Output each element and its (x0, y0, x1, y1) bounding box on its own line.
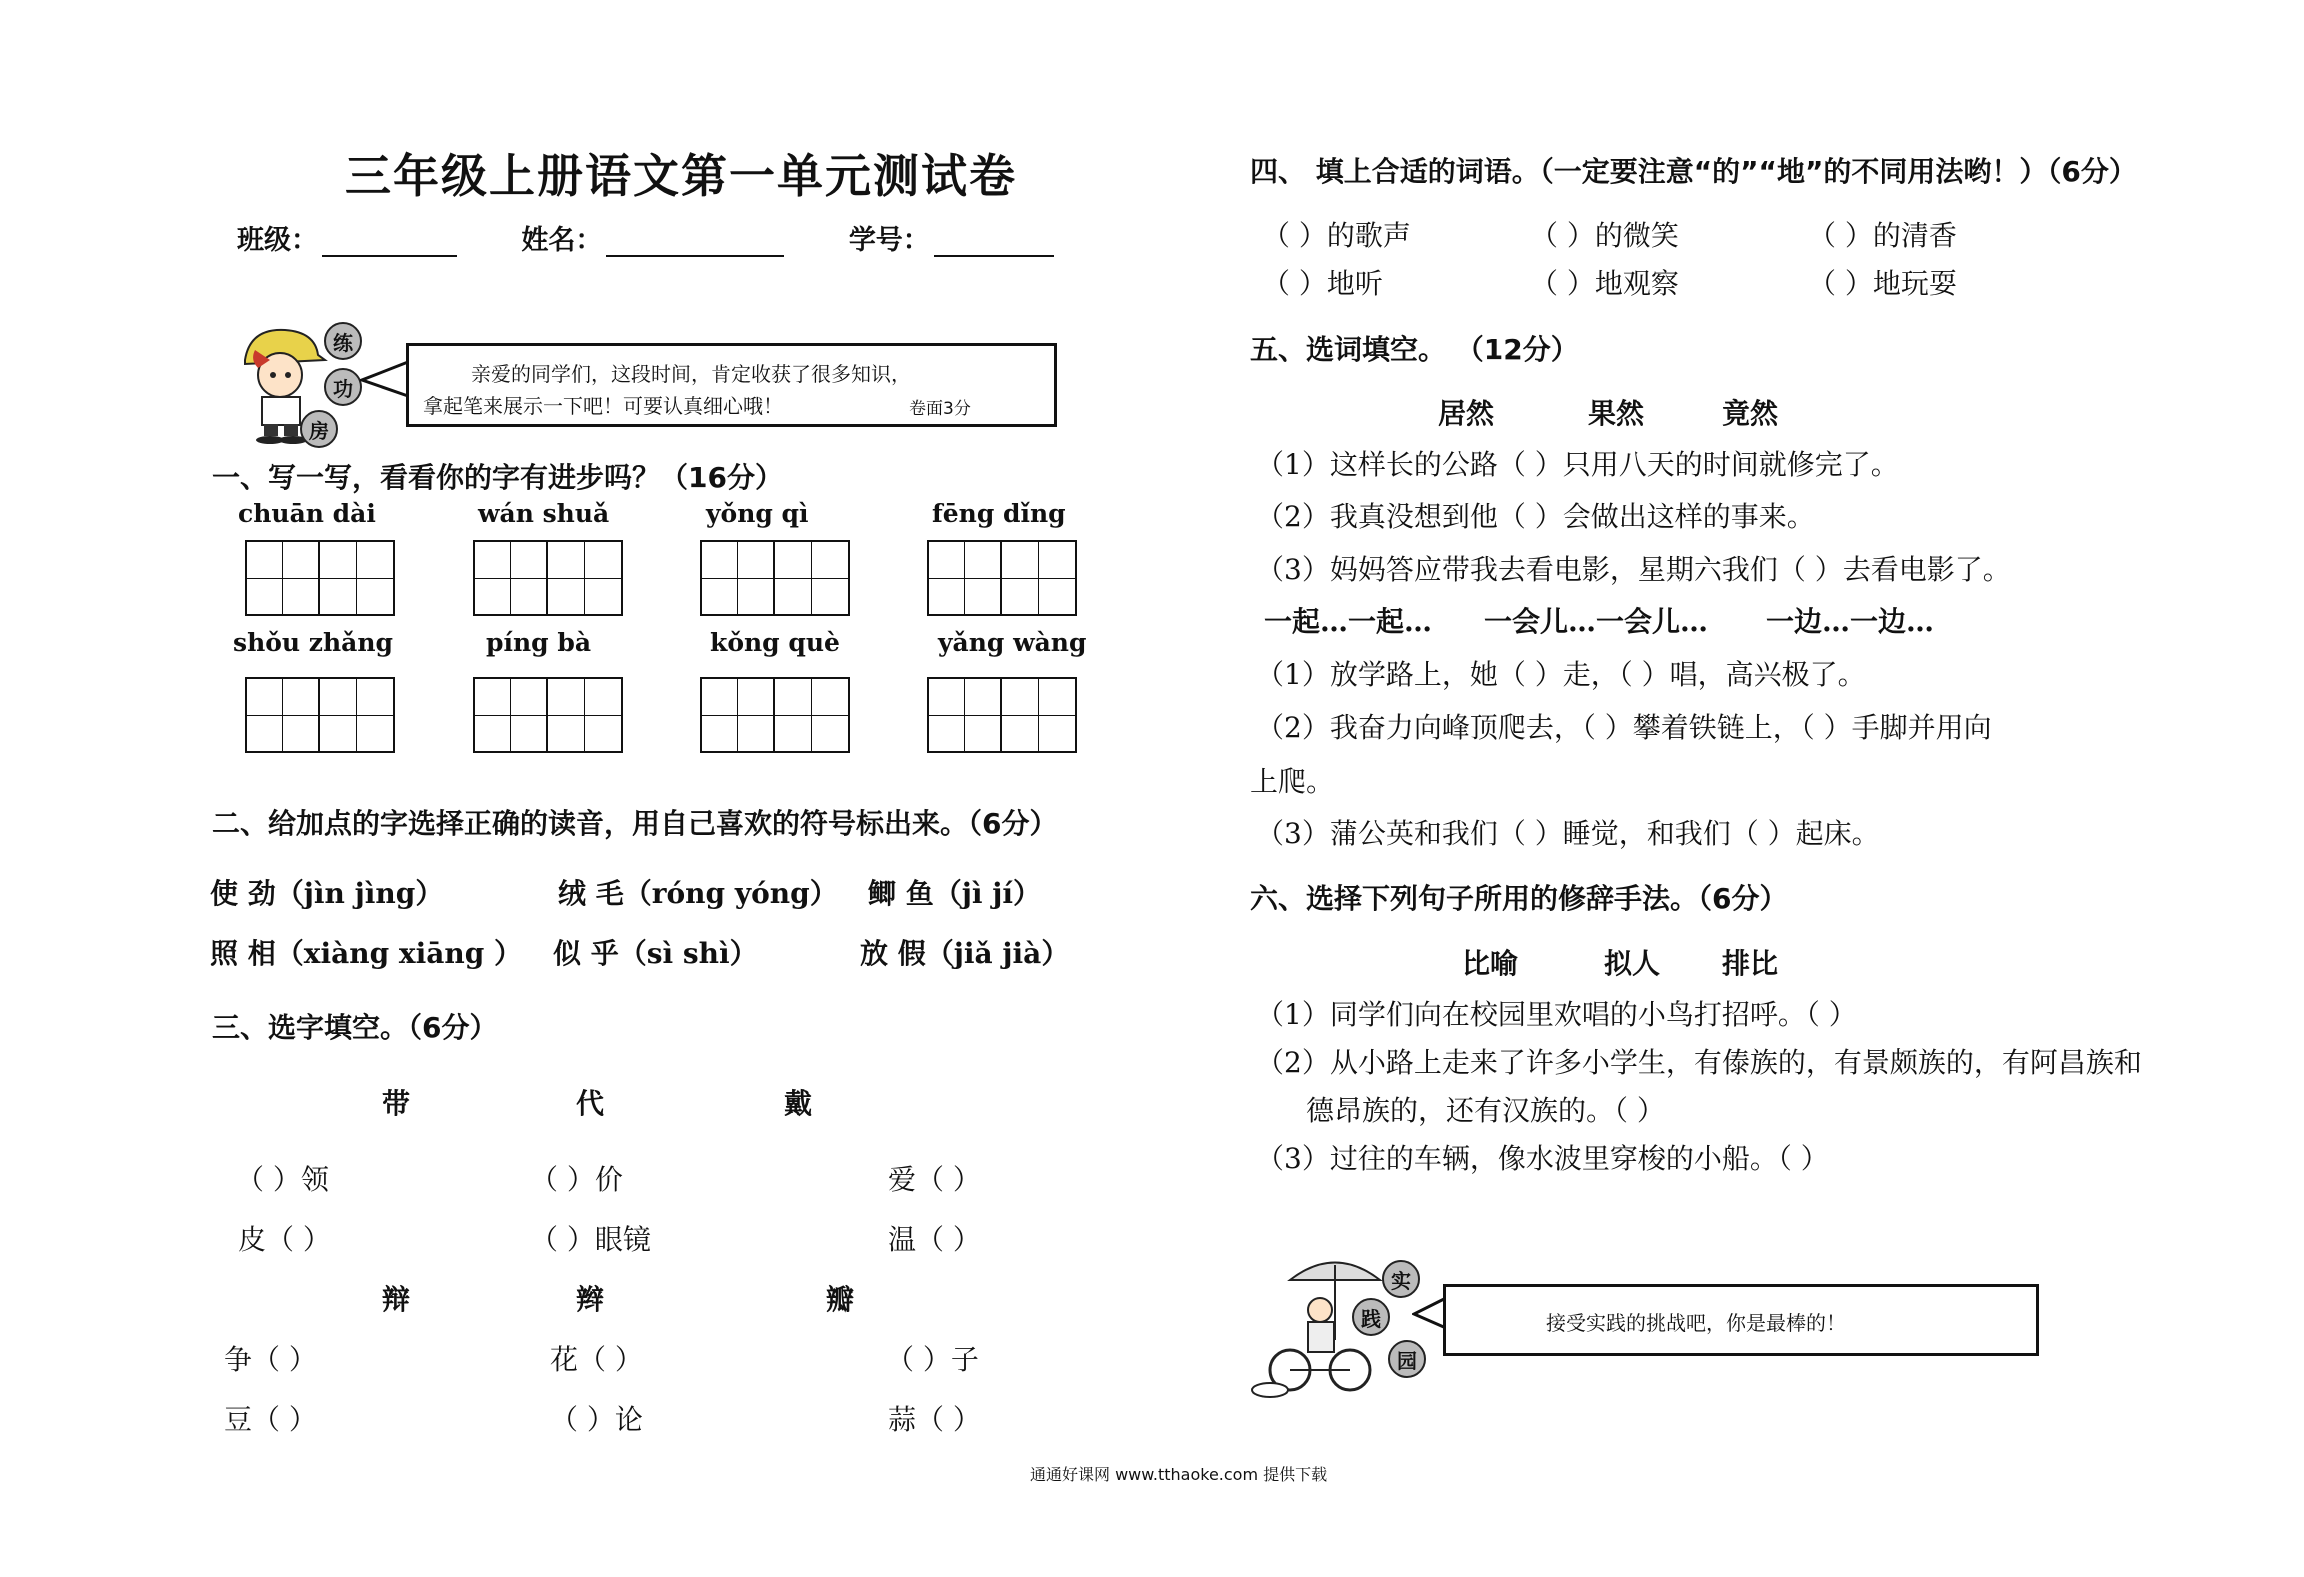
student-info-row (237, 218, 1054, 257)
class-label: 班级： (237, 225, 318, 256)
choice-char: 辫 (576, 1283, 605, 1316)
writing-grid[interactable] (473, 677, 623, 753)
question[interactable]: （1）同学们向在校园里欢唱的小鸟打招呼。（ ） (1256, 998, 1857, 1031)
intro-line-2: 拿起笔来展示一下吧！可要认真细心哦！ (423, 394, 783, 418)
intro-score: 卷面3分 (909, 399, 971, 419)
name-label: 姓名： (521, 225, 603, 256)
word-choice: 居然 (1438, 397, 1495, 430)
question-continued: 上爬。 (1250, 765, 1335, 798)
s1-heading: 一、写一写，看看你的字有进步吗？（16分） (212, 461, 783, 494)
pinyin-feng-ding: fēng dǐng (932, 499, 1066, 528)
fill-item[interactable]: （ ）的微笑 (1530, 219, 1679, 252)
pinyin-ping-ba: píng bà (486, 628, 592, 657)
badge-gong: 功 (324, 368, 362, 406)
choice-char: 代 (576, 1087, 605, 1120)
s2-heading: 二、给加点的字选择正确的读音，用自己喜欢的符号标出来。（6分） (212, 807, 1058, 840)
intro-bubble (406, 343, 1057, 427)
fill-item[interactable]: （ ）价 (530, 1163, 623, 1196)
badge-yuan: 园 (1388, 1340, 1426, 1378)
question[interactable]: （1）这样长的公路（ ）只用八天的时间就修完了。 (1256, 448, 1899, 481)
pinyin-kong-que: kǒng què (710, 628, 840, 657)
writing-grid[interactable] (927, 540, 1077, 616)
word-choice: 果然 (1588, 397, 1645, 430)
id-label: 学号： (848, 225, 930, 256)
fill-item[interactable]: （ ）论 (550, 1403, 643, 1436)
writing-grid[interactable] (700, 677, 850, 753)
rhetoric-choice: 排比 (1722, 947, 1779, 980)
question[interactable]: （2）我奋力向峰顶爬去，（ ）攀着铁链上，（ ）手脚并用向 (1256, 711, 1992, 744)
rhetoric-choice: 比喻 (1462, 947, 1519, 980)
fill-item[interactable]: 花（ ） (550, 1343, 643, 1376)
s2-item: 照 相（xiàng xiāng ） (210, 937, 523, 970)
fill-item[interactable]: （ ）地玩耍 (1808, 267, 1957, 300)
badge-fang: 房 (300, 410, 338, 448)
question: （2）从小路上走来了许多小学生，有傣族的，有景颇族的，有阿昌族和 (1256, 1046, 2142, 1079)
choice-char: 戴 (784, 1087, 813, 1120)
s2-item: 绒 毛（róng yóng） (558, 877, 838, 910)
question[interactable]: （3）蒲公英和我们（ ）睡觉，和我们（ ）起床。 (1256, 817, 1880, 850)
pinyin-yang-wang: yǎng wàng (938, 628, 1087, 657)
fill-item[interactable]: （ ）的歌声 (1262, 219, 1411, 252)
name-field[interactable] (606, 227, 784, 257)
fill-item[interactable]: 温（ ） (888, 1223, 981, 1256)
question-continued[interactable]: 德昂族的，还有汉族的。（ ） (1306, 1094, 1665, 1127)
s2-item: 放 假（jiǎ jià） (860, 937, 1070, 970)
outro-bubble (1443, 1284, 2039, 1356)
writing-grid[interactable] (473, 540, 623, 616)
badge-jian: 践 (1352, 1298, 1390, 1336)
badge-shi: 实 (1382, 1260, 1420, 1298)
s6-heading: 六、选择下列句子所用的修辞手法。（6分） (1250, 882, 1788, 915)
pinyin-chuan-dai: chuān dài (238, 499, 376, 528)
id-field[interactable] (934, 227, 1054, 257)
fill-item[interactable]: （ ）眼镜 (530, 1223, 651, 1256)
question[interactable]: （3）妈妈答应带我去看电影，星期六我们（ ）去看电影了。 (1256, 553, 2011, 586)
pinyin-yong-qi: yǒng qì (706, 499, 809, 528)
s5-heading: 五、选词填空。 （12分） (1250, 333, 1579, 366)
word-choice: 一会儿…一会儿… (1484, 605, 1709, 638)
pinyin-shou-zhang: shǒu zhǎng (233, 628, 394, 657)
fill-item[interactable]: （ ）的清香 (1808, 219, 1957, 252)
intro-line-1: 亲爱的同学们，这段时间，肯定收获了很多知识， (471, 362, 911, 386)
choice-char: 带 (382, 1087, 411, 1120)
s4-heading: 四、 填上合适的词语。（一定要注意“的”“地”的不同用法哟！）（6分） (1250, 155, 2137, 188)
rhetoric-choice: 拟人 (1604, 947, 1661, 980)
writing-grid[interactable] (245, 677, 395, 753)
s2-item: 鲫 鱼（jì jí） (868, 877, 1042, 910)
writing-grid[interactable] (245, 540, 395, 616)
word-choice: 一边…一边… (1766, 605, 1935, 638)
pinyin-wan-shua: wán shuǎ (478, 499, 610, 528)
fill-item[interactable]: （ ）领 (236, 1163, 329, 1196)
word-choice: 竟然 (1722, 397, 1779, 430)
page-title: 三年级上册语文第一单元测试卷 (345, 149, 1017, 203)
word-choice: 一起…一起… (1264, 605, 1433, 638)
s2-item: 使 劲（jìn jìng） (210, 877, 444, 910)
question[interactable]: （2）我真没想到他（ ）会做出这样的事来。 (1256, 500, 1815, 533)
question[interactable]: （1）放学路上，她（ ）走，（ ）唱，高兴极了。 (1256, 658, 1866, 691)
choice-char: 瓣 (826, 1283, 855, 1316)
footer-credit: 通通好课网 www.tthaoke.com 提供下载 (1030, 1465, 1328, 1484)
s3-heading: 三、选字填空。（6分） (212, 1011, 498, 1044)
fill-item[interactable]: （ ）地观察 (1530, 267, 1679, 300)
fill-item[interactable]: 爱（ ） (888, 1163, 981, 1196)
fill-item[interactable]: 争（ ） (224, 1343, 317, 1376)
writing-grid[interactable] (927, 677, 1077, 753)
fill-item[interactable]: 豆（ ） (224, 1403, 317, 1436)
fill-item[interactable]: （ ）地听 (1262, 267, 1383, 300)
bubble-pointer (360, 360, 410, 400)
question[interactable]: （3）过往的车辆，像水波里穿梭的小船。（ ） (1256, 1142, 1829, 1175)
choice-char: 辩 (382, 1283, 411, 1316)
fill-item[interactable]: 蒜（ ） (888, 1403, 981, 1436)
class-field[interactable] (322, 227, 457, 257)
badge-lian: 练 (324, 322, 362, 360)
outro-text: 接受实践的挑战吧，你是最棒的！ (1546, 1311, 1846, 1335)
writing-grid[interactable] (700, 540, 850, 616)
s2-item: 似 乎（sì shì） (553, 937, 758, 970)
fill-item[interactable]: （ ）子 (886, 1343, 979, 1376)
fill-item[interactable]: 皮（ ） (238, 1223, 331, 1256)
